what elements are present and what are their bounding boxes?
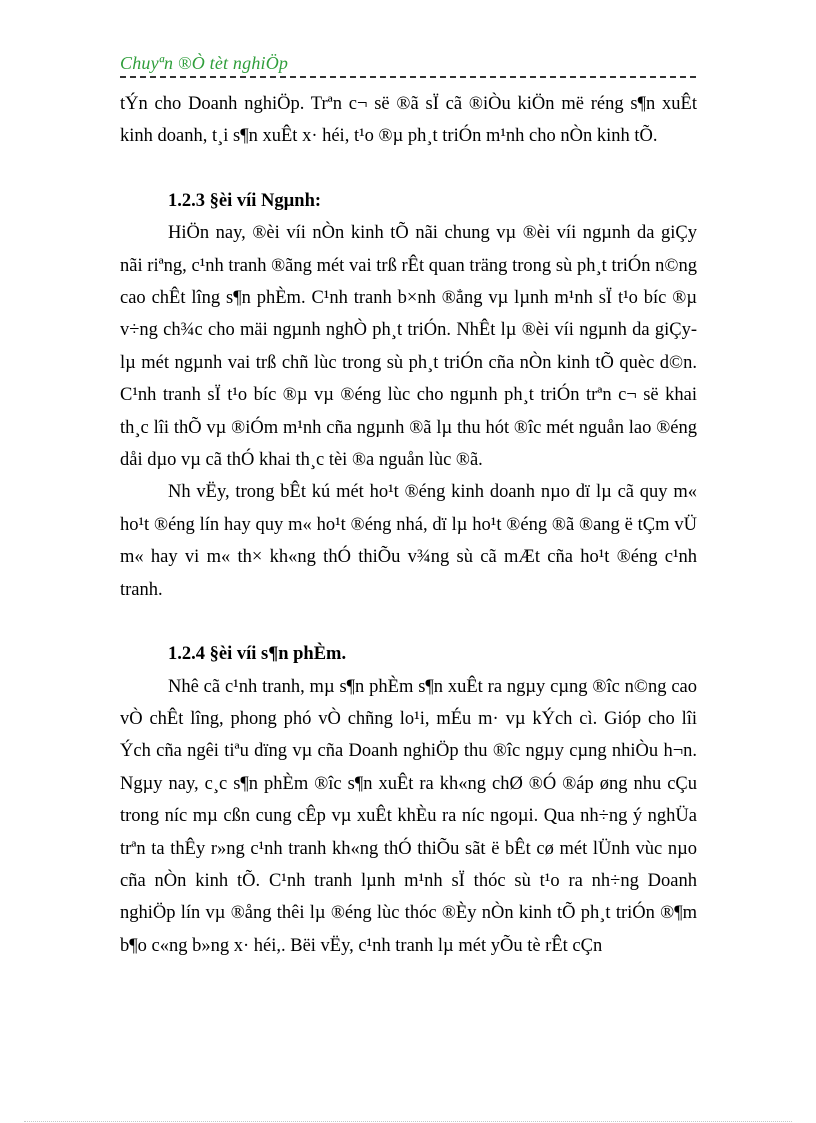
section-heading-1-2-3: 1.2.3 §èi víi Ngµnh: [168,190,322,211]
paragraph-industry: HiÖn nay, ®èi víi nÒn kinh tÕ nãi chung vµ ®èi víi ngµnh da giÇy nãi riªng, c¹nh tranh ®ãng mét vai trß rÊt quan träng trong sù ph¸t triÓn n©ng cao chÊt lîng s¶n phÈm. C¹nh tranh b×nh ®ẳng vµ lµnh m¹nh sÏ t¹o bíc ®µ v÷ng ch¾c cho mäi ngµnh nghÒ ph¸t triÓn. NhÊt lµ ®èi víi ngµnh da giÇy- lµ mét ngµnh vai trß chñ lùc trong sù ph¸t triÓn cña nÒn kinh tÕ quèc d©n. C¹nh tranh sÏ t¹o bíc ®µ vµ ®éng lùc cho ngµnh ph¸t triÓn trªn c¬ së khai th¸c lîi thÕ vµ ®iÓm m¹nh cña ngµnh ®ã lµ thu hót ®îc mét nguån lao ®éng dåi dµo vµ cã thÓ khai th¸c tèi ®a nguån lùc ®ã. [120,223,697,471]
page-bottom-divider [24,1121,792,1122]
header-title: Chuyªn ®Ò tèt nghiÖp [120,53,289,73]
section-heading-1-2-4: 1.2.4 §èi víi s¶n phÈm. [168,644,347,665]
spacer [120,153,697,185]
header-dashed-rule [120,76,696,78]
page-header [120,52,696,78]
paragraph-activities: Nh vËy, trong bÊt kú mét ho¹t ®éng kinh doanh nµo dï lµ cã quy m« ho¹t ®éng lín hay quy m« ho¹t ®éng nhá, dï lµ ho¹t ®éng ®ã ®ang ë tÇm vÜ m« hay vi m« th× kh«ng thÓ thiÕu v¾ng sù cã mÆt cña ho¹t ®éng c¹nh tranh. [120,482,697,600]
paragraph-intro-continuation: tÝn cho Doanh nghiÖp. Trªn c¬ së ®ã sÏ cã ®iÒu kiÖn më réng s¶n xuÊt kinh doanh, t¸i s¶n xuÊt x· héi, t¹o ®µ ph¸t triÓn m¹nh cho nÒn kinh tÕ. [120,94,697,147]
spacer [120,606,697,638]
document-body [120,88,697,962]
paragraph-products: Nhê cã c¹nh tranh, mµ s¶n phÈm s¶n xuÊt ra ngµy cµng ®îc n©ng cao vÒ chÊt lîng, phong phó vÒ chñng lo¹i, mÉu m· vµ kÝch cì. Gióp cho lîi Ých cña ngêi tiªu dïng vµ cña Doanh nghiÖp thu ®îc ngµy cµng nhiÒu h¬n. Ngµy nay, c¸c s¶n phÈm ®îc s¶n xuÊt ra kh«ng chØ ®Ó ®áp øng nhu cÇu trong níc mµ cßn cung cÊp vµ xuÊt khÈu ra níc ngoµi. Qua nh÷ng ý nghÜa trªn ta thÊy r»ng c¹nh tranh kh«ng thÓ thiÕu sãt ë bÊt cø mét lÜnh vùc nµo cña nÒn kinh tÕ. C¹nh tranh lµnh m¹nh sÏ thóc sù t¹o ra nh÷ng Doanh nghiÖp lín vµ ®ång thêi lµ ®éng lùc thóc ®Èy nÒn kinh tÕ ph¸t triÓn ®¶m b¶o c«ng b»ng x· héi,. Bëi vËy, c¹nh tranh lµ mét yÕu tè rÊt cÇn [120,676,697,956]
